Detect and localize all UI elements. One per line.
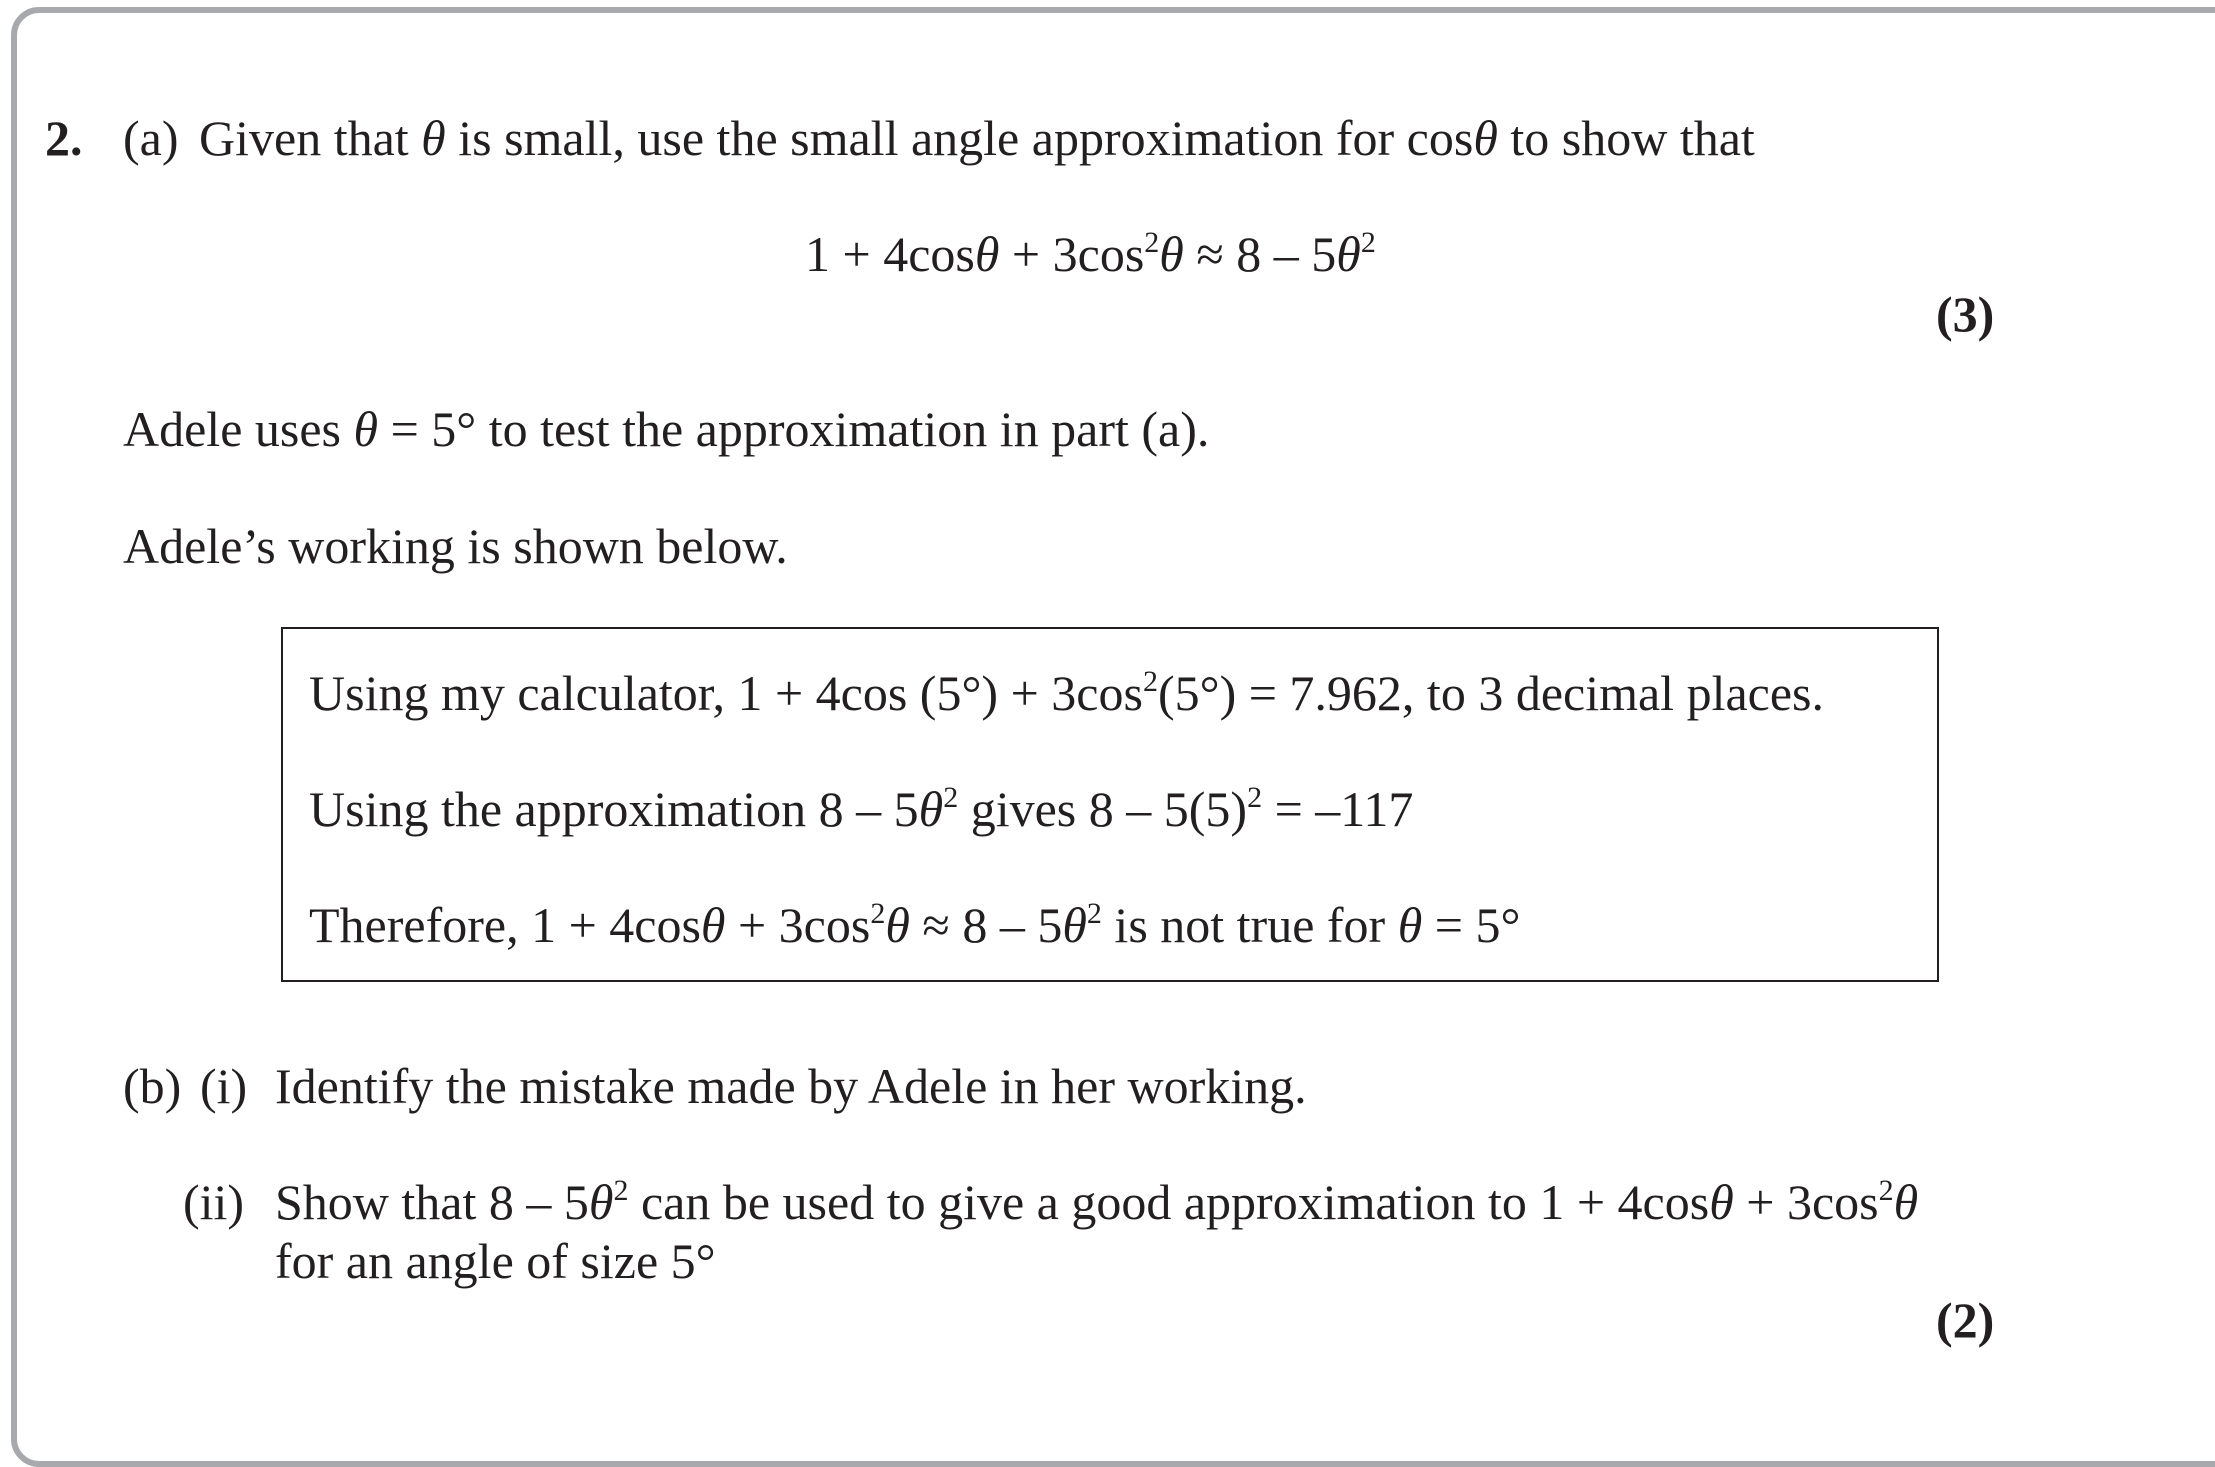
part-a-instruction: Given that θ is small, use the small angle approximation for cosθ to show that [199,110,1755,166]
part-b-i-label: (i) [200,1058,248,1114]
part-b-i-text: Identify the mistake made by Adele in her working. [275,1058,1307,1114]
working-line-2: Using the approximation $8 - 5\theta^2$ gives $8 - 5(5)^2 = -117$ [309,781,1414,837]
marks-part-b: (2) [1936,1292,1995,1348]
part-b-ii-text-line-2: for an angle of size 5° [275,1233,716,1289]
working-line-1: Using my calculator, 1 + 4cos $(5^\circ) + 3\cos^2(5^\circ) = 7.962$, to 3 decimal places. [309,665,1825,721]
part-b-label: (b) [123,1058,182,1114]
part-b-ii-label: (ii) [183,1174,245,1230]
part-b-ii-text-line-1: Show that $8 - 5\theta^2$ can be used to give a good approximation to $1 + 4\cos\theta + 3\cos^2\theta$ [275,1174,1919,1230]
adele-working-intro: Adele’s working is shown below. [123,518,788,574]
working-line-3: Therefore, $1 + 4\cos\theta + 3\cos^2\theta \approx 8 - 5\theta^2$ is not true for θ = 5° [309,897,1521,953]
adele-test-statement: Adele uses θ = 5° to test the approximation in part (a). [123,401,1210,457]
marks-part-a: (3) [1936,286,1995,342]
question-number: 2. [45,110,83,166]
approximation-equation: $1 + 4\cos\theta + 3\cos^2\theta \approx 8 - 5\theta^2$ [805,226,1376,282]
part-a-label: (a) [123,110,179,166]
